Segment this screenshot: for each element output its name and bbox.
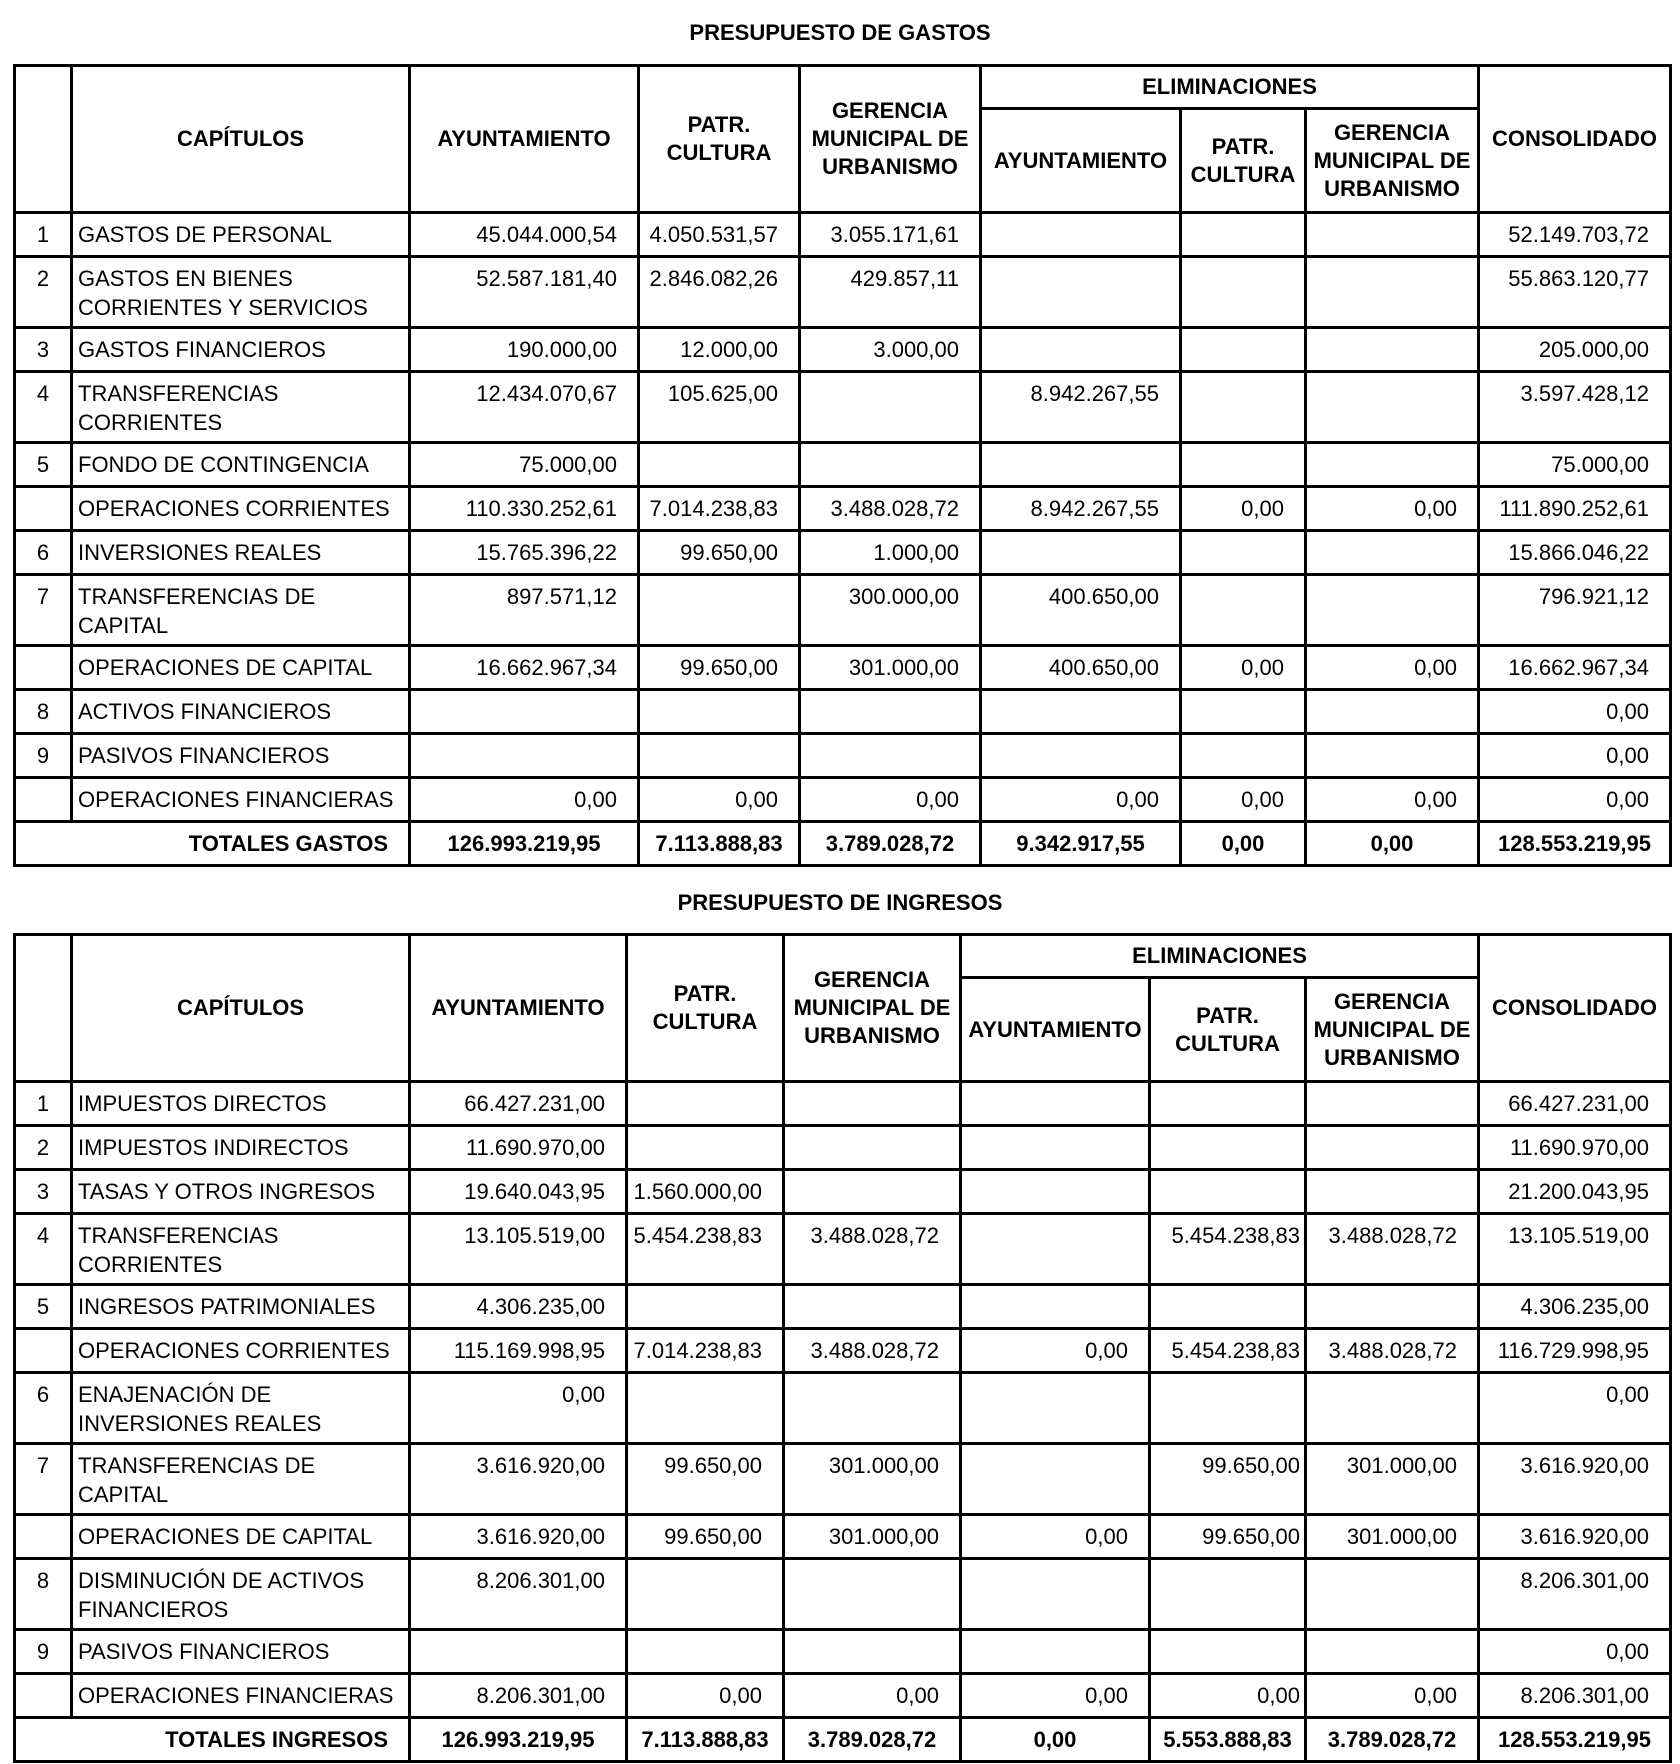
amount-cell: [639, 690, 800, 734]
gastos-table: [13, 64, 1672, 867]
amount-cell: [1306, 257, 1479, 328]
total-amount: 3.789.028,72: [1306, 1718, 1479, 1762]
header-patr-cultura: PATR. CULTURA: [627, 935, 784, 1082]
row-label: TRANSFERENCIAS CORRIENTES: [72, 372, 410, 443]
amount-cell: [800, 372, 981, 443]
row-number: [15, 1329, 72, 1373]
amount-cell: [1181, 257, 1306, 328]
amount-cell: 400.650,00: [981, 575, 1181, 646]
amount-cell: 301.000,00: [800, 646, 981, 690]
amount-cell: 0,00: [1479, 1630, 1671, 1674]
amount-cell: 301.000,00: [784, 1444, 961, 1515]
table-row: [15, 1630, 1671, 1674]
row-number: 9: [15, 734, 72, 778]
amount-cell: [639, 575, 800, 646]
table-row: [15, 531, 1671, 575]
amount-cell: 0,00: [1479, 778, 1671, 822]
row-label: IMPUESTOS DIRECTOS: [72, 1082, 410, 1126]
amount-cell: [784, 1126, 961, 1170]
amount-cell: 0,00: [1306, 646, 1479, 690]
amount-cell: 0,00: [410, 778, 639, 822]
amount-cell: [1306, 328, 1479, 372]
amount-cell: [1181, 690, 1306, 734]
amount-cell: 15.866.046,22: [1479, 531, 1671, 575]
row-number: 1: [15, 213, 72, 257]
row-label: FONDO DE CONTINGENCIA: [72, 443, 410, 487]
amount-cell: 5.454.238,83: [1150, 1214, 1306, 1285]
row-number: 7: [15, 575, 72, 646]
row-number: [15, 778, 72, 822]
amount-cell: 3.616.920,00: [410, 1444, 627, 1515]
amount-cell: 75.000,00: [410, 443, 639, 487]
amount-cell: [1306, 1559, 1479, 1630]
amount-cell: [639, 443, 800, 487]
row-number: 5: [15, 1285, 72, 1329]
header-elim-ayuntamiento: AYUNTAMIENTO: [981, 109, 1181, 213]
row-number: 5: [15, 443, 72, 487]
amount-cell: [1306, 443, 1479, 487]
row-label: GASTOS EN BIENES CORRIENTES Y SERVICIOS: [72, 257, 410, 328]
amount-cell: 0,00: [639, 778, 800, 822]
table-row: [15, 487, 1671, 531]
table-row: [15, 690, 1671, 734]
table-row: [15, 1373, 1671, 1444]
header-patr-cultura: PATR. CULTURA: [639, 66, 800, 213]
amount-cell: 15.765.396,22: [410, 531, 639, 575]
amount-cell: 3.597.428,12: [1479, 372, 1671, 443]
amount-cell: 99.650,00: [639, 646, 800, 690]
amount-cell: [1181, 531, 1306, 575]
amount-cell: 7.014.238,83: [627, 1329, 784, 1373]
gastos-title: PRESUPUESTO DE GASTOS: [689, 20, 991, 45]
amount-cell: [784, 1285, 961, 1329]
amount-cell: 8.942.267,55: [981, 487, 1181, 531]
amount-cell: [981, 213, 1181, 257]
amount-cell: 0,00: [1181, 487, 1306, 531]
amount-cell: 99.650,00: [627, 1444, 784, 1515]
table-row: [15, 328, 1671, 372]
row-label: DISMINUCIÓN DE ACTIVOS FINANCIEROS: [72, 1559, 410, 1630]
row-number: 6: [15, 531, 72, 575]
amount-cell: 0,00: [961, 1674, 1150, 1718]
amount-cell: 0,00: [1150, 1674, 1306, 1718]
amount-cell: 105.625,00: [639, 372, 800, 443]
total-amount: 3.789.028,72: [800, 822, 981, 866]
amount-cell: [800, 690, 981, 734]
amount-cell: 1.000,00: [800, 531, 981, 575]
row-number: [15, 487, 72, 531]
table-row: [15, 575, 1671, 646]
amount-cell: 45.044.000,54: [410, 213, 639, 257]
header-capitulos: CAPÍTULOS: [72, 66, 410, 213]
total-label: TOTALES INGRESOS: [15, 1718, 410, 1762]
amount-cell: [961, 1559, 1150, 1630]
row-number: 8: [15, 690, 72, 734]
amount-cell: 0,00: [627, 1674, 784, 1718]
amount-cell: 66.427.231,00: [1479, 1082, 1671, 1126]
row-label: OPERACIONES DE CAPITAL: [72, 1515, 410, 1559]
row-label: GASTOS DE PERSONAL: [72, 213, 410, 257]
amount-cell: 110.330.252,61: [410, 487, 639, 531]
amount-cell: 11.690.970,00: [1479, 1126, 1671, 1170]
row-number: [15, 1674, 72, 1718]
amount-cell: 5.454.238,83: [1150, 1329, 1306, 1373]
amount-cell: 16.662.967,34: [1479, 646, 1671, 690]
amount-cell: [1150, 1126, 1306, 1170]
table-row: [15, 1214, 1671, 1285]
amount-cell: [961, 1214, 1150, 1285]
amount-cell: [1181, 575, 1306, 646]
amount-cell: [1181, 443, 1306, 487]
amount-cell: [1306, 1170, 1479, 1214]
row-label: INVERSIONES REALES: [72, 531, 410, 575]
table-row: [15, 257, 1671, 328]
row-number: 4: [15, 372, 72, 443]
amount-cell: [1150, 1559, 1306, 1630]
amount-cell: 3.055.171,61: [800, 213, 981, 257]
total-amount: 126.993.219,95: [410, 1718, 627, 1762]
header-ayuntamiento: AYUNTAMIENTO: [410, 66, 639, 213]
amount-cell: 301.000,00: [1306, 1515, 1479, 1559]
amount-cell: 52.149.703,72: [1479, 213, 1671, 257]
amount-cell: 3.488.028,72: [784, 1214, 961, 1285]
amount-cell: [981, 734, 1181, 778]
header-capitulos: CAPÍTULOS: [72, 935, 410, 1082]
amount-cell: 300.000,00: [800, 575, 981, 646]
row-number: 3: [15, 328, 72, 372]
amount-cell: [961, 1285, 1150, 1329]
amount-cell: [1306, 575, 1479, 646]
header-number: [15, 935, 72, 1082]
amount-cell: 1.560.000,00: [627, 1170, 784, 1214]
ingresos-title: PRESUPUESTO DE INGRESOS: [677, 890, 1003, 915]
row-label: TRANSFERENCIAS DE CAPITAL: [72, 1444, 410, 1515]
amount-cell: 8.206.301,00: [410, 1674, 627, 1718]
amount-cell: [961, 1373, 1150, 1444]
header-ayuntamiento: AYUNTAMIENTO: [410, 935, 627, 1082]
amount-cell: [1150, 1082, 1306, 1126]
row-number: [15, 646, 72, 690]
header-eliminaciones: ELIMINACIONES: [981, 66, 1479, 109]
amount-cell: 0,00: [1181, 778, 1306, 822]
row-number: 1: [15, 1082, 72, 1126]
amount-cell: [1181, 372, 1306, 443]
amount-cell: [410, 1630, 627, 1674]
amount-cell: [961, 1082, 1150, 1126]
amount-cell: 13.105.519,00: [410, 1214, 627, 1285]
amount-cell: [1306, 734, 1479, 778]
amount-cell: [961, 1630, 1150, 1674]
amount-cell: 0,00: [1306, 1674, 1479, 1718]
header-consolidado: CONSOLIDADO: [1479, 935, 1671, 1082]
amount-cell: [627, 1373, 784, 1444]
amount-cell: 4.306.235,00: [410, 1285, 627, 1329]
amount-cell: 0,00: [1479, 1373, 1671, 1444]
row-label: OPERACIONES DE CAPITAL: [72, 646, 410, 690]
total-amount: 0,00: [1306, 822, 1479, 866]
row-number: 7: [15, 1444, 72, 1515]
table-row: [15, 1170, 1671, 1214]
table-row: [15, 1559, 1671, 1630]
amount-cell: 3.616.920,00: [410, 1515, 627, 1559]
amount-cell: 12.434.070,67: [410, 372, 639, 443]
row-label: OPERACIONES FINANCIERAS: [72, 1674, 410, 1718]
amount-cell: 21.200.043,95: [1479, 1170, 1671, 1214]
table-row: [15, 734, 1671, 778]
amount-cell: 3.488.028,72: [784, 1329, 961, 1373]
row-label: ENAJENACIÓN DE INVERSIONES REALES: [72, 1373, 410, 1444]
amount-cell: 0,00: [1479, 734, 1671, 778]
amount-cell: 116.729.998,95: [1479, 1329, 1671, 1373]
amount-cell: 0,00: [800, 778, 981, 822]
row-label: IMPUESTOS INDIRECTOS: [72, 1126, 410, 1170]
table-row: [15, 646, 1671, 690]
row-number: 2: [15, 1126, 72, 1170]
amount-cell: [1306, 1126, 1479, 1170]
amount-cell: 400.650,00: [981, 646, 1181, 690]
table-row: [15, 1082, 1671, 1126]
total-amount: 9.342.917,55: [981, 822, 1181, 866]
amount-cell: 8.206.301,00: [1479, 1559, 1671, 1630]
row-number: 2: [15, 257, 72, 328]
table-row: [15, 1515, 1671, 1559]
amount-cell: [981, 257, 1181, 328]
amount-cell: [784, 1630, 961, 1674]
amount-cell: [627, 1126, 784, 1170]
amount-cell: [1181, 213, 1306, 257]
amount-cell: 55.863.120,77: [1479, 257, 1671, 328]
amount-cell: 99.650,00: [1150, 1515, 1306, 1559]
amount-cell: [1181, 328, 1306, 372]
amount-cell: [1150, 1285, 1306, 1329]
table-row: [15, 1444, 1671, 1515]
amount-cell: 3.488.028,72: [800, 487, 981, 531]
amount-cell: 3.616.920,00: [1479, 1444, 1671, 1515]
table-row: [15, 213, 1671, 257]
header-number: [15, 66, 72, 213]
amount-cell: [1306, 1630, 1479, 1674]
row-label: PASIVOS FINANCIEROS: [72, 1630, 410, 1674]
amount-cell: 3.488.028,72: [1306, 1214, 1479, 1285]
row-label: TRANSFERENCIAS CORRIENTES: [72, 1214, 410, 1285]
header-elim-gerencia: GERENCIA MUNICIPAL DE URBANISMO: [1306, 978, 1479, 1082]
amount-cell: [784, 1170, 961, 1214]
row-number: 8: [15, 1559, 72, 1630]
header-consolidado: CONSOLIDADO: [1479, 66, 1671, 213]
amount-cell: [1150, 1373, 1306, 1444]
amount-cell: 429.857,11: [800, 257, 981, 328]
amount-cell: [981, 328, 1181, 372]
table-row: [15, 1285, 1671, 1329]
table-row: [15, 778, 1671, 822]
amount-cell: 66.427.231,00: [410, 1082, 627, 1126]
amount-cell: [1306, 531, 1479, 575]
header-elim-gerencia: GERENCIA MUNICIPAL DE URBANISMO: [1306, 109, 1479, 213]
row-label: OPERACIONES FINANCIERAS: [72, 778, 410, 822]
amount-cell: [961, 1170, 1150, 1214]
amount-cell: [1181, 734, 1306, 778]
total-amount: 0,00: [1181, 822, 1306, 866]
amount-cell: [627, 1285, 784, 1329]
amount-cell: [627, 1559, 784, 1630]
table-row: [15, 1674, 1671, 1718]
row-label: TASAS Y OTROS INGRESOS: [72, 1170, 410, 1214]
amount-cell: 52.587.181,40: [410, 257, 639, 328]
amount-cell: [961, 1444, 1150, 1515]
row-label: OPERACIONES CORRIENTES: [72, 487, 410, 531]
total-amount: 3.789.028,72: [784, 1718, 961, 1762]
amount-cell: [410, 690, 639, 734]
total-amount: 5.553.888,83: [1150, 1718, 1306, 1762]
amount-cell: 3.000,00: [800, 328, 981, 372]
amount-cell: 0,00: [961, 1515, 1150, 1559]
amount-cell: 8.206.301,00: [1479, 1674, 1671, 1718]
amount-cell: 11.690.970,00: [410, 1126, 627, 1170]
amount-cell: 111.890.252,61: [1479, 487, 1671, 531]
row-number: 4: [15, 1214, 72, 1285]
amount-cell: 4.306.235,00: [1479, 1285, 1671, 1329]
row-number: [15, 1515, 72, 1559]
amount-cell: 0,00: [981, 778, 1181, 822]
amount-cell: [784, 1373, 961, 1444]
row-label: OPERACIONES CORRIENTES: [72, 1329, 410, 1373]
amount-cell: [784, 1082, 961, 1126]
amount-cell: 7.014.238,83: [639, 487, 800, 531]
amount-cell: [1150, 1630, 1306, 1674]
amount-cell: 205.000,00: [1479, 328, 1671, 372]
amount-cell: [981, 443, 1181, 487]
total-amount: 7.113.888,83: [627, 1718, 784, 1762]
header-elim-ayuntamiento: AYUNTAMIENTO: [961, 978, 1150, 1082]
amount-cell: [1150, 1170, 1306, 1214]
amount-cell: 99.650,00: [1150, 1444, 1306, 1515]
amount-cell: [1306, 1373, 1479, 1444]
row-label: GASTOS FINANCIEROS: [72, 328, 410, 372]
total-amount: 7.113.888,83: [639, 822, 800, 866]
total-amount: 128.553.219,95: [1479, 822, 1671, 866]
amount-cell: 8.942.267,55: [981, 372, 1181, 443]
amount-cell: 2.846.082,26: [639, 257, 800, 328]
amount-cell: [784, 1559, 961, 1630]
amount-cell: [1306, 372, 1479, 443]
total-row: [15, 822, 1671, 866]
amount-cell: 0,00: [1181, 646, 1306, 690]
table-row: [15, 443, 1671, 487]
amount-cell: 75.000,00: [1479, 443, 1671, 487]
amount-cell: 5.454.238,83: [627, 1214, 784, 1285]
amount-cell: 0,00: [1306, 487, 1479, 531]
header-gerencia: GERENCIA MUNICIPAL DE URBANISMO: [800, 66, 981, 213]
amount-cell: 301.000,00: [784, 1515, 961, 1559]
row-label: PASIVOS FINANCIEROS: [72, 734, 410, 778]
table-row: [15, 372, 1671, 443]
ingresos-table: [13, 933, 1672, 1763]
row-label: TRANSFERENCIAS DE CAPITAL: [72, 575, 410, 646]
amount-cell: [1306, 1285, 1479, 1329]
row-number: 6: [15, 1373, 72, 1444]
amount-cell: [800, 443, 981, 487]
amount-cell: 301.000,00: [1306, 1444, 1479, 1515]
amount-cell: 12.000,00: [639, 328, 800, 372]
amount-cell: [410, 734, 639, 778]
amount-cell: 8.206.301,00: [410, 1559, 627, 1630]
total-amount: 128.553.219,95: [1479, 1718, 1671, 1762]
row-label: ACTIVOS FINANCIEROS: [72, 690, 410, 734]
amount-cell: [627, 1082, 784, 1126]
row-number: 9: [15, 1630, 72, 1674]
amount-cell: [1306, 1082, 1479, 1126]
total-amount: 126.993.219,95: [410, 822, 639, 866]
total-row: [15, 1718, 1671, 1762]
amount-cell: 4.050.531,57: [639, 213, 800, 257]
amount-cell: 13.105.519,00: [1479, 1214, 1671, 1285]
header-elim-patr-cultura: PATR. CULTURA: [1181, 109, 1306, 213]
row-label: INGRESOS PATRIMONIALES: [72, 1285, 410, 1329]
header-eliminaciones: ELIMINACIONES: [961, 935, 1479, 978]
amount-cell: 3.488.028,72: [1306, 1329, 1479, 1373]
amount-cell: 0,00: [784, 1674, 961, 1718]
amount-cell: 897.571,12: [410, 575, 639, 646]
amount-cell: [639, 734, 800, 778]
total-label: TOTALES GASTOS: [15, 822, 410, 866]
amount-cell: [981, 690, 1181, 734]
amount-cell: [1306, 213, 1479, 257]
amount-cell: 19.640.043,95: [410, 1170, 627, 1214]
amount-cell: 0,00: [410, 1373, 627, 1444]
amount-cell: 99.650,00: [627, 1515, 784, 1559]
table-row: [15, 1329, 1671, 1373]
amount-cell: [800, 734, 981, 778]
amount-cell: 0,00: [1306, 778, 1479, 822]
header-elim-patr-cultura: PATR. CULTURA: [1150, 978, 1306, 1082]
amount-cell: 99.650,00: [639, 531, 800, 575]
table-row: [15, 1126, 1671, 1170]
amount-cell: 0,00: [1479, 690, 1671, 734]
amount-cell: 190.000,00: [410, 328, 639, 372]
amount-cell: 16.662.967,34: [410, 646, 639, 690]
amount-cell: 3.616.920,00: [1479, 1515, 1671, 1559]
amount-cell: [981, 531, 1181, 575]
row-number: 3: [15, 1170, 72, 1214]
amount-cell: [627, 1630, 784, 1674]
amount-cell: [961, 1126, 1150, 1170]
header-gerencia: GERENCIA MUNICIPAL DE URBANISMO: [784, 935, 961, 1082]
amount-cell: 0,00: [961, 1329, 1150, 1373]
total-amount: 0,00: [961, 1718, 1150, 1762]
amount-cell: 115.169.998,95: [410, 1329, 627, 1373]
amount-cell: 796.921,12: [1479, 575, 1671, 646]
amount-cell: [1306, 690, 1479, 734]
